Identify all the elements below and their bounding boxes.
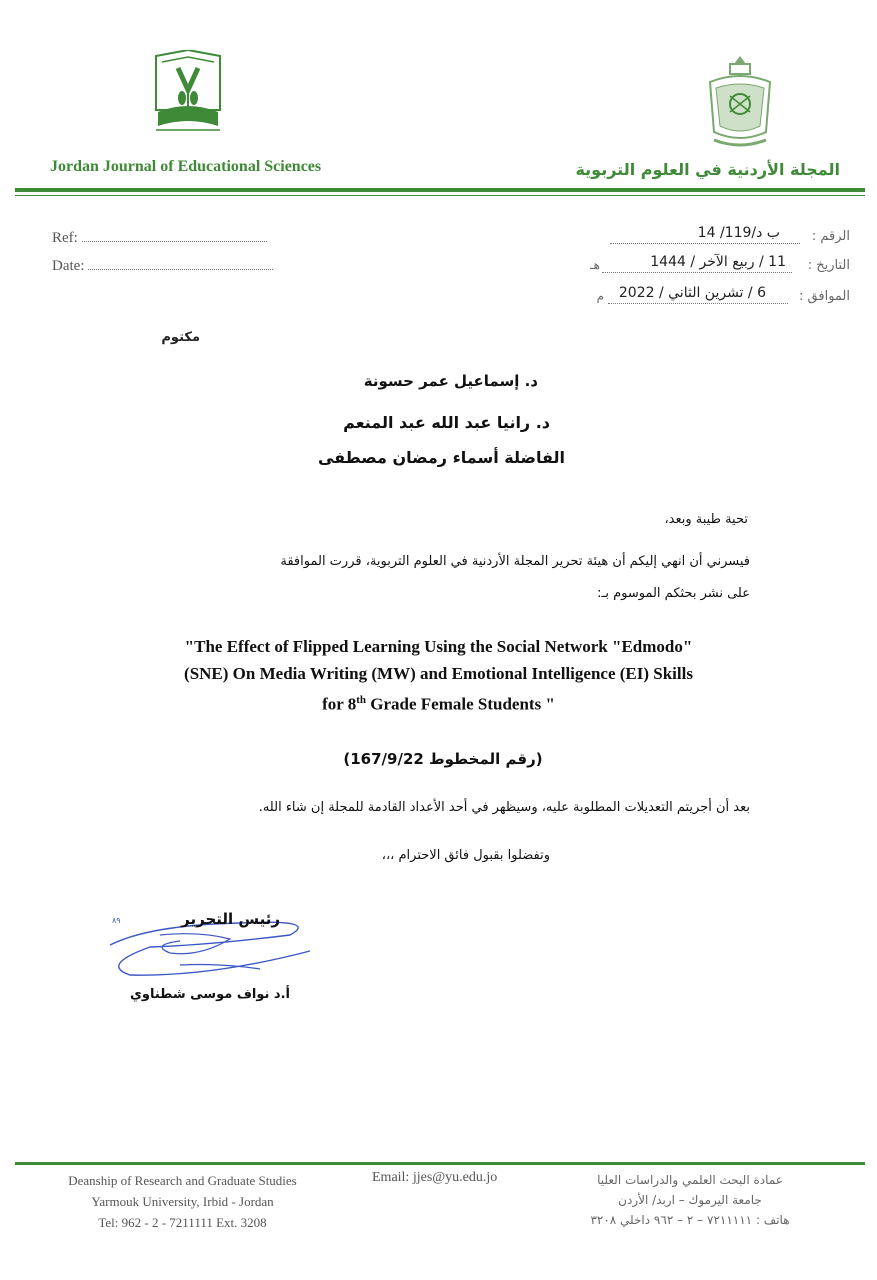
ref-label-en: Ref:: [52, 230, 78, 246]
publication-note: بعد أن أجريتم التعديلات المطلوبة عليه، وسيظهر في أحد الأعداد القادمة للمجلة إن شاء الله.: [258, 800, 750, 815]
recipient-2: د. رانيا عبد الله عبد المنعم: [343, 413, 550, 432]
editor-in-chief-name: أ.د نواف موسى شطناوي: [130, 987, 290, 1002]
title-line-3-pre: for 8: [322, 694, 357, 714]
jordan-coat-of-arms-logo: [700, 52, 780, 152]
ref-dotted-line-ar: [610, 243, 800, 244]
recipient-1: د. إسماعيل عمر حسونة: [363, 372, 538, 390]
ref-field-en: [52, 230, 267, 247]
closing-line: وتفضلوا بقبول فائق الاحترام ،،،: [381, 848, 550, 863]
footer-ar-line-3: هاتف : ٧٢١١١١١ – ٢ – ٩٦٢ داخلي ٣٢٠٨: [590, 1213, 790, 1227]
acceptance-paragraph: [140, 546, 750, 610]
date-label-ar: التاريخ :: [807, 258, 850, 273]
corresponding-label-ar: الموافق :: [799, 289, 850, 304]
title-line-3-sup: th: [356, 694, 367, 706]
date-field-en: [52, 258, 273, 275]
footer-email: Email: jjes@yu.edu.jo: [372, 1170, 498, 1185]
footer-ar-line-2: جامعة اليرموك – اربد/ الأردن: [618, 1193, 762, 1207]
research-title: [130, 633, 747, 718]
recipient-3: الفاضلة أسماء رمضان مصطفى: [317, 448, 565, 467]
ref-label-ar: الرقم :: [811, 229, 850, 244]
footer-en-line-2: Yarmouk University, Irbid - Jordan: [91, 1194, 274, 1209]
paragraph-line-2: على نشر بحثكم الموسوم بـ:: [597, 586, 750, 601]
corresponding-value-ar: 6 / تشرين الثاني / 2022: [618, 285, 766, 301]
footer-ar-line-1: عمادة البحث العلمي والدراسات العليا: [597, 1173, 783, 1187]
title-line-3-post: Grade Female Students ": [366, 694, 555, 714]
corresponding-suffix-ar: م: [596, 289, 604, 303]
footer-en-line-1: Deanship of Research and Graduate Studies: [68, 1173, 297, 1188]
date-dotted-line-ar: [602, 272, 792, 273]
footer-address-en: [40, 1170, 325, 1233]
corresponding-field-ar: [560, 285, 850, 309]
ref-dotted-line: [82, 232, 267, 242]
journal-name-arabic: المجلة الأردنية في العلوم التربوية: [575, 160, 840, 179]
svg-text:٨٩: ٨٩: [112, 916, 121, 925]
date-dotted-line: [88, 260, 273, 270]
footer-rule: [15, 1162, 865, 1165]
title-line-2: (SNE) On Media Writing (MW) and Emotional Intelligence (EI) Skills: [184, 664, 693, 683]
date-value-ar: 11 / ربيع الآخر / 1444: [650, 254, 786, 270]
footer-address-ar: [560, 1170, 820, 1230]
editor-in-chief-title: رئيس التحرير: [181, 910, 280, 928]
date-field-ar: [560, 254, 850, 278]
date-label-en: Date:: [52, 258, 85, 274]
title-line-3: [130, 687, 747, 718]
confidential-label: مكتوم: [161, 330, 200, 345]
footer-en-line-3: Tel: 962 - 2 - 7211111 Ext. 3208: [98, 1215, 267, 1230]
corresponding-dotted-line-ar: [608, 303, 788, 304]
manuscript-number: (رقم المخطوط 167/9/22): [343, 750, 543, 768]
greeting: تحية طيبة وبعد،: [664, 512, 748, 527]
ref-value-ar: ب د/119/ 14: [697, 225, 780, 241]
yarmouk-university-logo: [148, 50, 228, 142]
title-line-1: "The Effect of Flipped Learning Using the Social Network "Edmodo": [184, 637, 693, 656]
paragraph-line-1: فيسرني أن انهي إليكم أن هيئة تحرير المجلة الأردنية في العلوم التربوية، قررت الموافقة: [280, 554, 750, 569]
date-suffix-ar: هـ: [590, 258, 600, 272]
header-rule-thin: [15, 195, 865, 196]
ref-field-ar: [560, 225, 850, 249]
journal-name-english: Jordan Journal of Educational Sciences: [50, 158, 322, 175]
header-rule: [15, 188, 865, 192]
